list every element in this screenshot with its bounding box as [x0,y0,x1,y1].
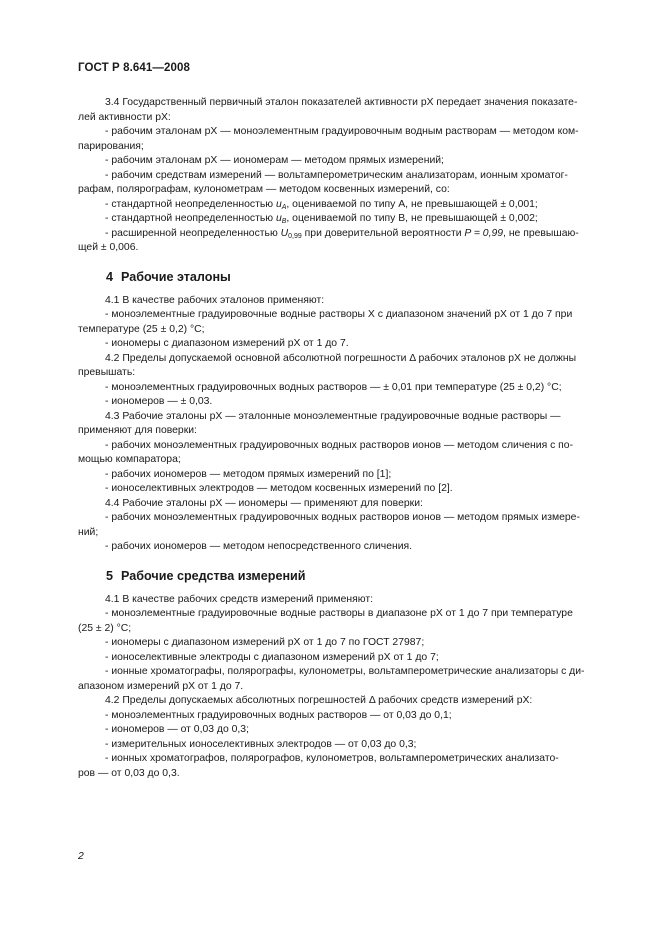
list-item: - моноэлементные градуировочные водные растворы в диапазоне pX от 1 до 7 при температуре (25 ± 2) °C; [78,608,573,634]
paragraph-5-2: 4.2 Пределы допускаемых абсолютных погрешностей Δ рабочих средств измерений pX: [105,695,533,706]
page-number: 2 [78,851,84,862]
list-item: - рабочих иономеров — методом непосредственного сличения. [105,541,413,552]
list-item: - стандартной неопределенностью $u_A$, оцениваемой по типу А, не превышающей ± 0,001; [105,198,538,211]
list-item: - моноэлементных градуировочных водных растворов — от 0,03 до 0,1; [105,709,452,721]
list-item: - рабочим эталонам pX — моноэлементным градуировочным водным растворам — методом ком- парирования; [78,126,579,152]
document-body [78,96,614,781]
list-item: - рабочим эталонам pX — иономерам — методом прямых измерений; [105,155,444,166]
section-heading-5: 5 Рабочие средства измерений [106,568,306,583]
paragraph-4-1: 4.1 В качестве рабочих эталонов применяют: [105,294,325,306]
list-item: - рабочих иономеров — методом прямых измерений по [1]; [105,468,392,480]
list-item: - ионоселективных электродов — методом косвенных измерений по [2]. [105,483,453,494]
list-item: - рабочих моноэлементных градуировочных водных растворов ионов — методом сличения с по- мощью компаратора; [78,439,574,465]
list-item: - моноэлементных градуировочных водных растворов — ± 0,01 при температуре (25 ± 0,2) °C; [105,381,562,393]
document-header: ГОСТ Р 8.641—2008 [78,62,190,74]
list-item: - иономеров — от 0,03 до 0,3; [105,724,249,735]
list-item: - стандартной неопределенностью $u_B$, оцениваемой по типу В, не превышающей ± 0,002; [105,213,538,225]
list-item: - иономеров — ± 0,03. [105,396,213,407]
section-heading-4: 4 Рабочие эталоны [106,269,231,284]
list-item: - ионные хроматографы, полярографы, кулонометры, вольтамперометрические анализаторы с ди- апазоном измерений pX от 1 до 7. [78,666,585,692]
section-5 [78,593,614,782]
list-item: - рабочим средствам измерений — вольтамперометрическим анализаторам, ионным хроматог- рафам, полярографам, кулонометрам — методом косвенных измерений, со: [78,169,568,195]
paragraph-4-3: 4.3 Рабочие эталоны pX — эталонные моноэлементные градуировочные водные растворы — применяют для поверки: [78,410,561,436]
paragraph-4-4: 4.4 Рабочие эталоны pX — иономеры — применяют для поверки: [105,497,423,509]
list-item: - иономеры с диапазоном измерений pX от 1 до 7. [105,338,349,349]
list-item: - иономеры с диапазоном измерений pX от 1 до 7 по ГОСТ 27987; [105,637,425,648]
list-item: - расширенной неопределенностью $U_{0,99}$ при доверительной вероятности P = 0,99, не превышаю- щей ± 0,006. [78,227,579,253]
paragraph-3-4: 3.4 Государственный первичный эталон показателей активности pX передает значения показате- лей активности pX: [78,97,578,123]
paragraph-5-1: 4.1 В качестве рабочих средств измерений применяют: [105,593,373,605]
list-item: - ионных хроматографов, полярографов, кулонометров, вольтамперометрических анализато- ров — от 0,03 до 0,3. [78,753,559,779]
list-item: - измерительных ионоселективных электродов — от 0,03 до 0,3; [105,738,417,750]
section-3-4 [78,96,614,256]
list-item: - ионоселективные электроды с диапазоном измерений pX от 1 до 7; [105,651,439,663]
list-item: - рабочих моноэлементных градуировочных водных растворов ионов — методом прямых измере- ний; [78,512,580,538]
list-item: - моноэлементные градуировочные водные растворы X с диапазоном значений pX от 1 до 7 при температуре (25 ± 0,2) °C; [78,309,573,335]
paragraph-4-2: 4.2 Пределы допускаемой основной абсолютной погрешности Δ рабочих эталонов pX не должны превышать: [78,352,577,378]
section-4 [78,294,614,555]
